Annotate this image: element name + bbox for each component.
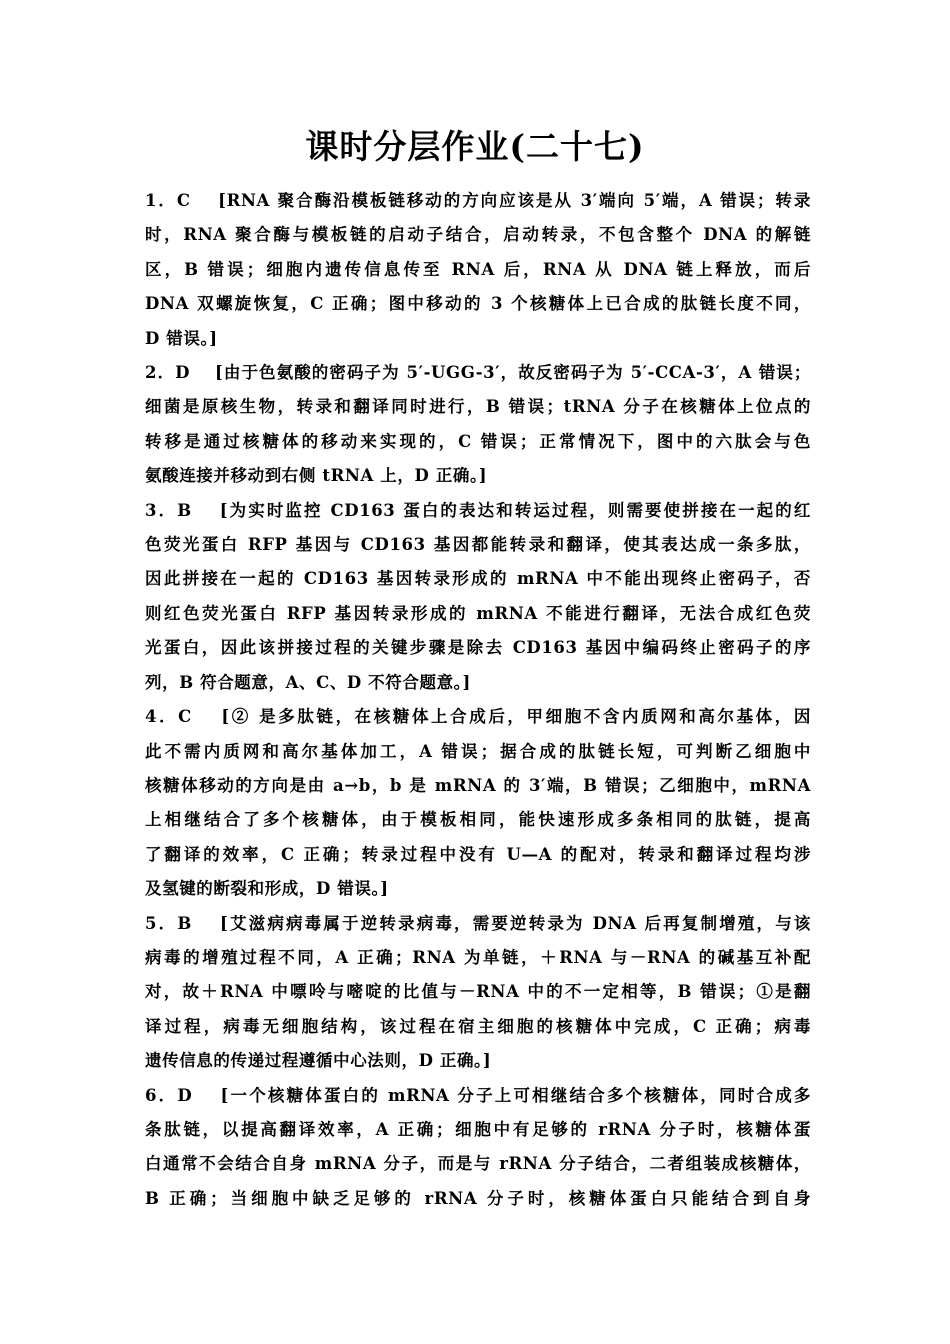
answer-item-4 bbox=[145, 700, 811, 906]
answer-line: 了翻译的效率，C 正确；转录过程中没有 U—A 的配对，转录和翻译过程均涉 bbox=[145, 844, 811, 864]
page-title: 课时分层作业(二十七) bbox=[305, 127, 645, 166]
answer-line: 列，B 符合题意，A、C、D 不符合题意。] bbox=[145, 672, 471, 692]
answer-item-3 bbox=[145, 494, 811, 700]
answer-number: 5．B bbox=[145, 913, 192, 933]
answer-line: 及氢键的断裂和形成，D 错误。] bbox=[145, 879, 389, 899]
answer-line: 病毒的增殖过程不同，A 正确；RNA 为单链，＋RNA 与－RNA 的碱基互补配 bbox=[145, 947, 811, 967]
answer-line: 此不需内质网和高尔基体加工，A 错误；据合成的肽链长短，可判断乙细胞中 bbox=[145, 741, 811, 761]
answer-item-2 bbox=[145, 356, 811, 494]
answer-line: 对，故＋RNA 中嘌呤与嘧啶的比值与－RNA 中的不一定相等，B 错误；①是翻 bbox=[145, 982, 811, 1002]
answer-item-5 bbox=[145, 907, 811, 1079]
answer-line: DNA 双螺旋恢复，C 正确；图中移动的 3 个核糖体上已合成的肽链长度不同， bbox=[145, 294, 811, 314]
answer-number: 6．D bbox=[145, 1085, 193, 1105]
answer-line: D 错误。] bbox=[145, 328, 218, 348]
answer-line: 1．C [RNA 聚合酶沿模板链移动的方向应该是从 3′端向 5′端，A 错误；转录 bbox=[145, 191, 811, 210]
answer-line: 核糖体移动的方向是由 a→b，b 是 mRNA 的 3′端，B 错误；乙细胞中，mRNA bbox=[145, 775, 811, 795]
answer-line: 转移是通过核糖体的移动来实现的，C 错误；正常情况下，图中的六肽会与色 bbox=[145, 431, 811, 451]
answer-line: 上相继结合了多个核糖体，由于模板相同，能快速形成多条相同的肽链，提高 bbox=[145, 810, 811, 830]
answer-line: 光蛋白，因此该拼接过程的关键步骤是除去 CD163 基因中编码终止密码子的序 bbox=[145, 638, 811, 658]
answer-line: 区，B 错误；细胞内遗传信息传至 RNA 后，RNA 从 DNA 链上释放，而后 bbox=[145, 259, 811, 279]
answer-list bbox=[145, 184, 811, 1216]
answer-line: 则红色荧光蛋白 RFP 基因转录形成的 mRNA 不能进行翻译，无法合成红色荧 bbox=[145, 603, 811, 623]
answer-line: 氨酸连接并移动到右侧 tRNA 上，D 正确。] bbox=[145, 466, 488, 486]
answer-number: 2．D bbox=[145, 363, 191, 383]
answer-line: 3．B [为实时监控 CD163 蛋白的表达和转运过程，则需要使拼接在一起的红 bbox=[145, 500, 811, 520]
answer-line: 2．D [由于色氨酸的密码子为 5′-UGG-3′，故反密码子为 5′-CCA-3′，A 错误； bbox=[145, 363, 811, 383]
answer-number: 1．C bbox=[145, 191, 191, 210]
answer-number: 3．B bbox=[145, 500, 192, 520]
answer-line: 6．D [一个核糖体蛋白的 mRNA 分子上可相继结合多个核糖体，同时合成多 bbox=[145, 1085, 811, 1105]
answer-item-1 bbox=[145, 184, 811, 356]
answer-line: 4．C [② 是多肽链，在核糖体上合成后，甲细胞不含内质网和高尔基体，因 bbox=[145, 707, 811, 727]
answer-line: 5．B [艾滋病病毒属于逆转录病毒，需要逆转录为 DNA 后再复制增殖，与该 bbox=[145, 913, 811, 933]
answer-line: 白通常不会结合自身 mRNA 分子，而是与 rRNA 分子结合，二者组装成核糖体， bbox=[145, 1154, 811, 1174]
answer-line: 遗传信息的传递过程遵循中心法则，D 正确。] bbox=[145, 1051, 492, 1071]
answer-line: 译过程，病毒无细胞结构，该过程在宿主细胞的核糖体中完成，C 正确；病毒 bbox=[145, 1016, 811, 1036]
answer-line: 因此拼接在一起的 CD163 基因转录形成的 mRNA 中不能出现终止密码子，否 bbox=[145, 569, 811, 589]
answer-item-6 bbox=[145, 1079, 811, 1217]
answer-line: 色荧光蛋白 RFP 基因与 CD163 基因都能转录和翻译，使其表达成一条多肽， bbox=[145, 535, 811, 555]
answer-number: 4．C bbox=[145, 707, 192, 727]
answer-line: B 正确；当细胞中缺乏足够的 rRNA 分子时，核糖体蛋白只能结合到自身 bbox=[145, 1188, 811, 1208]
answer-line: 条肽链，以提高翻译效率，A 正确；细胞中有足够的 rRNA 分子时，核糖体蛋 bbox=[145, 1119, 811, 1139]
answer-line: 细菌是原核生物，转录和翻译同时进行，B 错误；tRNA 分子在核糖体上位点的 bbox=[145, 397, 811, 417]
answer-line: 时，RNA 聚合酶与模板链的启动子结合，启动转录，不包含整个 DNA 的解链 bbox=[145, 225, 811, 245]
